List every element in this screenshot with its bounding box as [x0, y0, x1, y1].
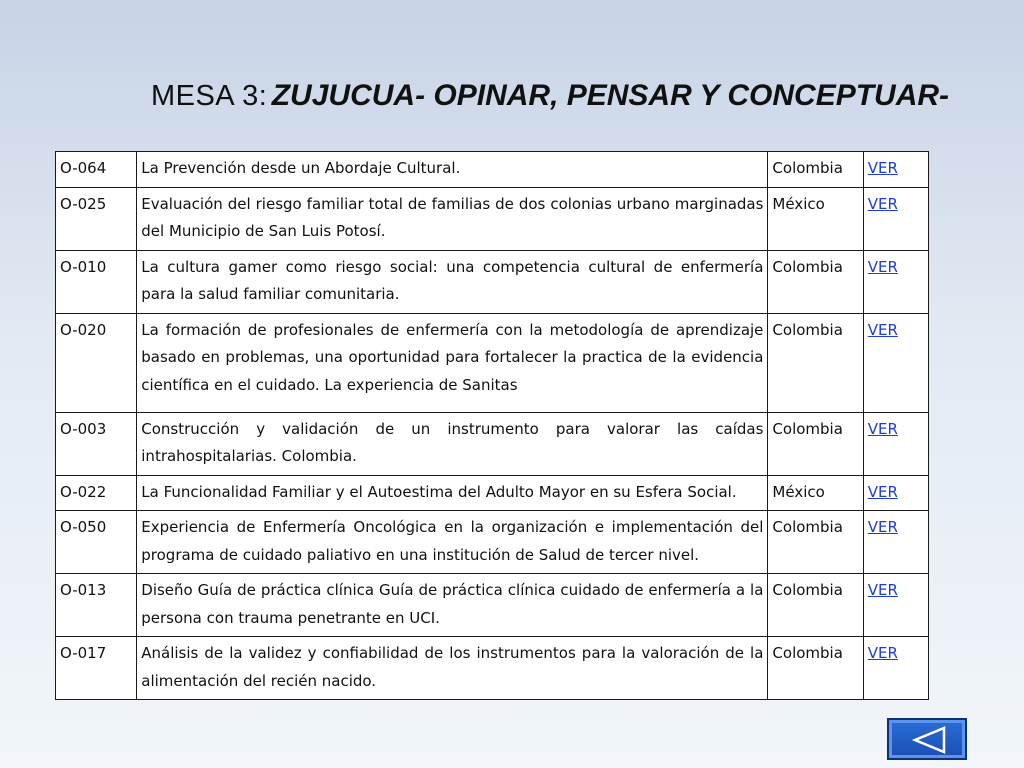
paper-link-cell: [863, 475, 928, 511]
title-prefix: MESA 3:: [150, 80, 268, 112]
paper-description: Experiencia de Enfermería Oncológica en la organización e implementación del programa de cuidado paliativo en una institución de Salud de tercer nivel.: [137, 511, 768, 574]
table-row: [56, 637, 929, 700]
ver-link[interactable]: VER: [867, 581, 898, 599]
ver-link[interactable]: VER: [867, 257, 898, 276]
paper-country: México: [768, 475, 863, 511]
table-row: [56, 187, 929, 250]
ver-link[interactable]: VER: [867, 159, 898, 177]
paper-description: La cultura gamer como riesgo social: una competencia cultural de enfermería para la salud familiar comunitaria.: [137, 250, 768, 313]
paper-country: Colombia: [768, 511, 863, 574]
title-main: ZUJUCUA- OPINAR, PENSAR Y CONCEPTUAR-: [271, 79, 950, 112]
table-row: [56, 475, 929, 511]
ver-link[interactable]: VER: [867, 320, 898, 339]
ver-link[interactable]: VER: [867, 194, 898, 213]
paper-description: Construcción y validación de un instrumento para valorar las caídas intrahospitalarias. Colombia.: [137, 412, 768, 475]
paper-description: La Funcionalidad Familiar y el Autoestima del Adulto Mayor en su Esfera Social.: [137, 475, 768, 511]
table-row: [56, 574, 929, 637]
paper-code: O-010: [56, 250, 137, 313]
paper-code: O-013: [56, 574, 137, 637]
paper-description: La formación de profesionales de enfermería con la metodología de aprendizaje basado en problemas, una oportunidad para fortalecer la practica de la evidencia científica en el cuidado. La experiencia de Sanitas: [137, 313, 768, 412]
paper-code: O-025: [56, 187, 137, 250]
page-title: [150, 78, 950, 119]
paper-description: Diseño Guía de práctica clínica Guía de práctica clínica cuidado de enfermería a la persona con trauma penetrante en UCI.: [137, 574, 768, 637]
table-row: [56, 511, 929, 574]
ver-link[interactable]: VER: [867, 482, 898, 501]
paper-link-cell: [863, 574, 928, 637]
paper-link-cell: [863, 637, 928, 700]
paper-code: O-017: [56, 637, 137, 700]
paper-description: Evaluación del riesgo familiar total de familias de dos colonias urbano marginadas del Municipio de San Luis Potosí.: [137, 187, 768, 250]
back-button[interactable]: [887, 718, 967, 760]
paper-country: Colombia: [768, 412, 863, 475]
paper-code: O-003: [56, 412, 137, 475]
paper-country: Colombia: [768, 637, 863, 700]
paper-description: La Prevención desde un Abordaje Cultural.: [137, 152, 768, 188]
papers-table: [55, 151, 929, 700]
paper-link-cell: [863, 511, 928, 574]
ver-link[interactable]: VER: [867, 419, 898, 438]
back-triangle-icon: [911, 726, 947, 754]
paper-country: Colombia: [768, 313, 863, 412]
paper-code: O-022: [56, 475, 137, 511]
paper-country: México: [768, 187, 863, 250]
paper-code: O-064: [56, 152, 137, 188]
paper-country: Colombia: [768, 574, 863, 637]
table-row: [56, 412, 929, 475]
paper-code: O-050: [56, 511, 137, 574]
table-row: [56, 152, 929, 188]
paper-code: O-020: [56, 313, 137, 412]
paper-link-cell: [863, 152, 928, 188]
paper-country: Colombia: [768, 250, 863, 313]
ver-link[interactable]: VER: [867, 644, 898, 662]
paper-link-cell: [863, 187, 928, 250]
table-row: [56, 313, 929, 412]
ver-link[interactable]: VER: [867, 518, 898, 536]
paper-link-cell: [863, 412, 928, 475]
paper-link-cell: [863, 313, 928, 412]
table-row: [56, 250, 929, 313]
paper-description: Análisis de la validez y confiabilidad de los instrumentos para la valoración de la alimentación del recién nacido.: [137, 637, 768, 700]
paper-link-cell: [863, 250, 928, 313]
paper-country: Colombia: [768, 152, 863, 188]
